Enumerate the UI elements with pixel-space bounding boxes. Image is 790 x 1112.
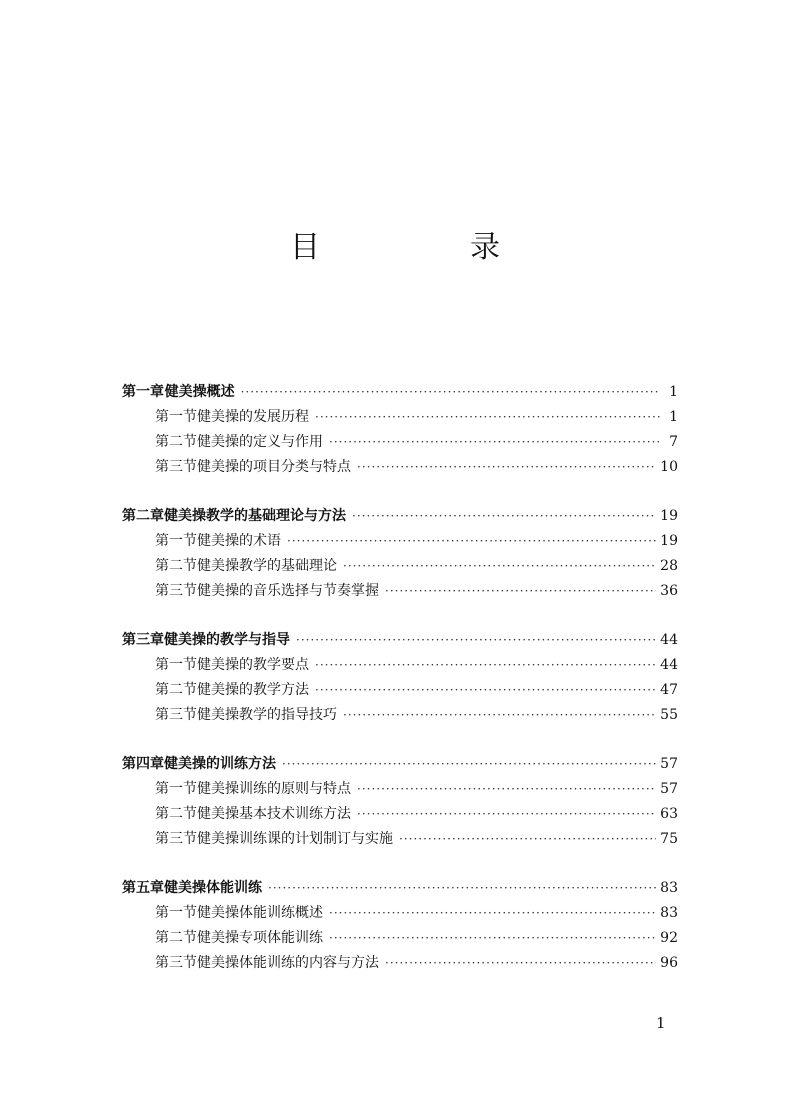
page-number: 1 [669, 409, 678, 425]
toc-section-entry[interactable] [122, 529, 678, 554]
toc-chapter-entry[interactable] [122, 380, 678, 405]
chapter-number: 第二章 [122, 508, 164, 524]
dot-leader [241, 380, 660, 405]
section-number: 第三节 [155, 831, 197, 847]
chapter-number: 第四章 [122, 756, 164, 772]
toc-section-entry[interactable] [122, 777, 678, 802]
section-number: 第二节 [155, 806, 197, 822]
dot-leader [315, 405, 660, 430]
dot-leader [357, 802, 656, 827]
toc-chapter-entry[interactable] [122, 752, 678, 777]
toc-section-entry[interactable] [122, 901, 678, 926]
section-title: 健美操专项体能训练 [197, 930, 323, 946]
toc-section-entry[interactable] [122, 926, 678, 951]
page-number: 10 [660, 459, 678, 475]
chapter-number: 第五章 [122, 880, 164, 896]
toc-chapter-entry[interactable] [122, 628, 678, 653]
section-title: 健美操的发展历程 [197, 409, 309, 425]
toc-section-entry[interactable] [122, 554, 678, 579]
dot-leader [385, 579, 656, 604]
section-title: 健美操体能训练的内容与方法 [197, 955, 379, 971]
toc-section-entry[interactable] [122, 405, 678, 430]
dot-leader [315, 678, 656, 703]
page-number: 57 [660, 756, 678, 772]
section-number: 第一节 [155, 905, 197, 921]
dot-leader [343, 703, 656, 728]
section-number: 第二节 [155, 434, 197, 450]
page-number: 19 [660, 533, 678, 549]
table-of-contents [122, 380, 678, 1000]
dot-leader [385, 951, 656, 976]
page-number: 36 [660, 583, 678, 599]
section-title: 健美操体能训练概述 [197, 905, 323, 921]
section-title: 健美操基本技术训练方法 [197, 806, 351, 822]
page-number: 28 [660, 558, 678, 574]
toc-section-entry[interactable] [122, 678, 678, 703]
dot-leader [329, 430, 660, 455]
section-number: 第三节 [155, 583, 197, 599]
dot-leader [399, 827, 656, 852]
toc-section-entry[interactable] [122, 653, 678, 678]
page-number: 92 [660, 930, 678, 946]
section-title: 健美操的项目分类与特点 [197, 459, 351, 475]
toc-section-entry[interactable] [122, 703, 678, 728]
toc-section-entry[interactable] [122, 579, 678, 604]
section-title: 健美操训练的原则与特点 [197, 781, 351, 797]
section-title: 健美操的音乐选择与节奏掌握 [197, 583, 379, 599]
toc-chapter-block [122, 876, 678, 976]
section-title: 健美操的术语 [197, 533, 281, 549]
toc-chapter-block [122, 752, 678, 852]
section-number: 第一节 [155, 781, 197, 797]
toc-section-entry[interactable] [122, 430, 678, 455]
toc-section-entry[interactable] [122, 827, 678, 852]
toc-chapter-entry[interactable] [122, 876, 678, 901]
page-number: 1 [669, 384, 678, 400]
chapter-title: 健美操教学的基础理论与方法 [164, 508, 346, 524]
section-title: 健美操教学的指导技巧 [197, 707, 337, 723]
page-number: 75 [660, 831, 678, 847]
section-number: 第三节 [155, 459, 197, 475]
page-number: 47 [660, 682, 678, 698]
toc-chapter-block [122, 380, 678, 480]
chapter-title: 健美操概述 [164, 384, 235, 400]
chapter-title: 健美操体能训练 [164, 880, 262, 896]
page-number: 55 [660, 707, 678, 723]
chapter-title: 健美操的教学与指导 [164, 632, 290, 648]
section-number: 第二节 [155, 682, 197, 698]
dot-leader [282, 752, 656, 777]
page-number: 83 [660, 880, 678, 896]
page-number: 7 [669, 434, 678, 450]
page-number: 96 [660, 955, 678, 971]
page-number: 83 [660, 905, 678, 921]
section-number: 第三节 [155, 707, 197, 723]
dot-leader [329, 901, 656, 926]
page-number: 19 [660, 508, 678, 524]
dot-leader [352, 504, 656, 529]
toc-chapter-block [122, 504, 678, 604]
page-number: 44 [660, 657, 678, 673]
dot-leader [296, 628, 656, 653]
toc-chapter-block [122, 628, 678, 728]
page-title: 目 录 [290, 230, 560, 265]
section-number: 第三节 [155, 955, 197, 971]
folio-page-number: 1 [656, 1014, 666, 1032]
chapter-title: 健美操的训练方法 [164, 756, 276, 772]
section-title: 健美操的定义与作用 [197, 434, 323, 450]
section-title: 健美操的教学方法 [197, 682, 309, 698]
section-title: 健美操的教学要点 [197, 657, 309, 673]
dot-leader [343, 554, 656, 579]
section-number: 第一节 [155, 533, 197, 549]
page-number: 57 [660, 781, 678, 797]
dot-leader [315, 653, 656, 678]
section-number: 第二节 [155, 930, 197, 946]
chapter-number: 第一章 [122, 384, 164, 400]
section-title: 健美操教学的基础理论 [197, 558, 337, 574]
dot-leader [287, 529, 656, 554]
toc-section-entry[interactable] [122, 455, 678, 480]
dot-leader [357, 777, 656, 802]
dot-leader [357, 455, 656, 480]
toc-section-entry[interactable] [122, 951, 678, 976]
toc-section-entry[interactable] [122, 802, 678, 827]
toc-chapter-entry[interactable] [122, 504, 678, 529]
dot-leader [329, 926, 656, 951]
section-number: 第二节 [155, 558, 197, 574]
dot-leader [268, 876, 656, 901]
section-title: 健美操训练课的计划制订与实施 [197, 831, 393, 847]
chapter-number: 第三章 [122, 632, 164, 648]
page-number: 44 [660, 632, 678, 648]
section-number: 第一节 [155, 657, 197, 673]
page-number: 63 [660, 806, 678, 822]
section-number: 第一节 [155, 409, 197, 425]
